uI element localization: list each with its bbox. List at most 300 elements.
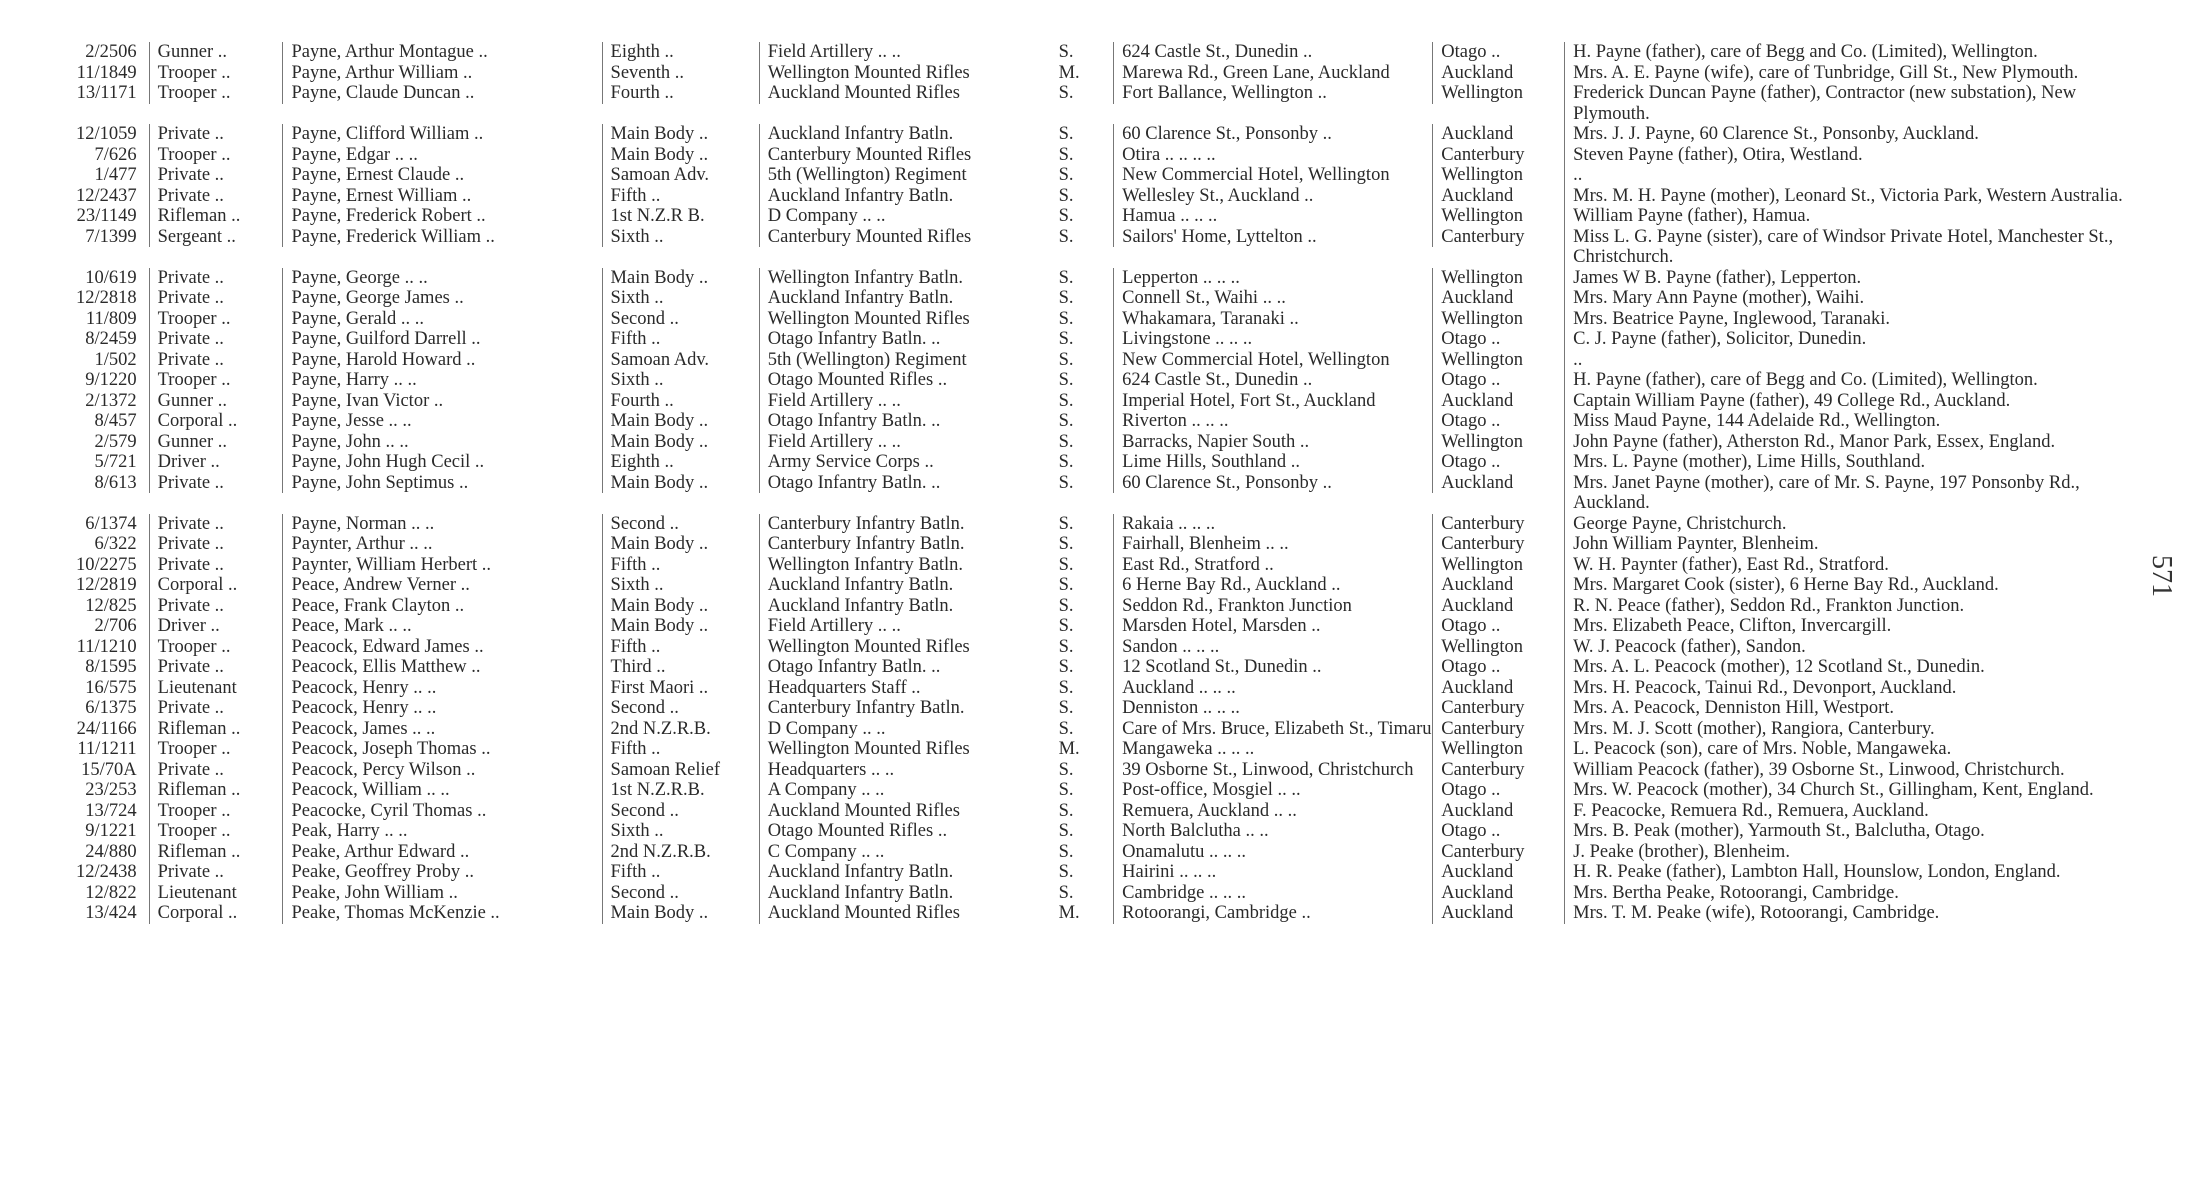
last-address: Imperial Hotel, Fort St., Auckland (1113, 391, 1432, 412)
last-address: Marsden Hotel, Marsden .. (1113, 616, 1432, 637)
unit: Otago Infantry Batln. .. (759, 411, 1051, 432)
marital-status: S. (1058, 780, 1074, 800)
rank: Trooper .. (149, 309, 283, 330)
unit: Auckland Infantry Batln. (759, 883, 1051, 904)
last-address: Cambridge .. .. .. (1113, 883, 1432, 904)
district: Wellington (1432, 432, 1564, 453)
table-row (44, 780, 2129, 801)
marital-status: S. (1058, 206, 1074, 226)
regimental-number: 12/2819 (76, 575, 137, 595)
soldier-name: Peacock, James .. .. (282, 719, 601, 740)
marital-status: S. (1058, 83, 1074, 103)
rank: Rifleman .. (149, 842, 283, 863)
last-address: Lepperton .. .. .. (1113, 268, 1432, 289)
soldier-name: Payne, Gerald .. .. (282, 309, 601, 330)
soldier-name: Payne, Ernest Claude .. (282, 165, 601, 186)
regimental-number: 15/70A (81, 759, 137, 780)
unit: C Company .. .. (759, 842, 1051, 863)
district: Canterbury (1432, 760, 1564, 781)
last-address: Connell St., Waihi .. .. (1113, 288, 1432, 309)
last-address: 624 Castle St., Dunedin .. (1113, 42, 1432, 63)
next-of-kin: Miss L. G. Payne (sister), care of Windsor Private Hotel, Manchester St., Christchurch. (1564, 227, 2129, 268)
draft: Main Body .. (602, 616, 759, 637)
district: Otago .. (1432, 452, 1564, 473)
table-row (44, 42, 2129, 63)
last-address: 624 Castle St., Dunedin .. (1113, 370, 1432, 391)
draft: Eighth .. (602, 42, 759, 63)
district: Auckland (1432, 391, 1564, 412)
rank: Driver .. (149, 616, 283, 637)
regimental-number: 24/880 (85, 841, 137, 862)
last-address: North Balclutha .. .. (1113, 821, 1432, 842)
rank: Trooper .. (149, 145, 283, 166)
draft: Fifth .. (602, 329, 759, 350)
draft: Main Body .. (602, 596, 759, 617)
rank: Private .. (149, 760, 283, 781)
regimental-number: 8/1595 (85, 657, 137, 677)
draft: Fourth .. (602, 391, 759, 412)
next-of-kin: W. J. Peacock (father), Sandon. (1564, 637, 2129, 658)
district: Otago .. (1432, 329, 1564, 350)
draft: Sixth .. (602, 821, 759, 842)
district: Otago .. (1432, 411, 1564, 432)
marital-status: S. (1058, 267, 1074, 288)
district: Wellington (1432, 83, 1564, 104)
regimental-number: 11/1211 (77, 739, 137, 759)
unit: Otago Infantry Batln. .. (759, 473, 1051, 494)
regimental-number: 13/724 (85, 800, 137, 821)
table-row (44, 432, 2129, 453)
table-row (44, 145, 2129, 166)
regimental-number: 2/2506 (85, 42, 137, 62)
draft: Second .. (602, 883, 759, 904)
soldier-name: Payne, Norman .. .. (282, 514, 601, 535)
draft: Main Body .. (602, 903, 759, 924)
soldier-name: Peacock, Joseph Thomas .. (282, 739, 601, 760)
rank: Private .. (149, 124, 283, 145)
district: Wellington (1432, 268, 1564, 289)
next-of-kin: Mrs. Beatrice Payne, Inglewood, Taranaki. (1564, 309, 2129, 330)
rank: Corporal .. (149, 411, 283, 432)
district: Canterbury (1432, 227, 1564, 248)
draft: Fifth .. (602, 555, 759, 576)
next-of-kin: .. (1564, 350, 2129, 371)
soldier-name: Payne, Guilford Darrell .. (282, 329, 601, 350)
last-address: Denniston .. .. .. (1113, 698, 1432, 719)
table-row (44, 678, 2129, 699)
marital-status: S. (1058, 349, 1074, 370)
draft: Main Body .. (602, 432, 759, 453)
marital-status: S. (1058, 616, 1074, 636)
district: Auckland (1432, 288, 1564, 309)
next-of-kin: James W B. Payne (father), Lepperton. (1564, 268, 2129, 289)
draft: Seventh .. (602, 63, 759, 84)
soldier-name: Peacock, Henry .. .. (282, 678, 601, 699)
draft: Samoan Adv. (602, 350, 759, 371)
marital-status: S. (1058, 800, 1074, 821)
rank: Corporal .. (149, 575, 283, 596)
regimental-number: 5/721 (94, 452, 137, 472)
draft: Second .. (602, 514, 759, 535)
table-row (44, 637, 2129, 658)
district: Auckland (1432, 596, 1564, 617)
soldier-name: Peake, Thomas McKenzie .. (282, 903, 601, 924)
district: Wellington (1432, 206, 1564, 227)
unit: Wellington Infantry Batln. (759, 268, 1051, 289)
district: Otago .. (1432, 780, 1564, 801)
unit: Field Artillery .. .. (759, 616, 1051, 637)
draft: Main Body .. (602, 124, 759, 145)
next-of-kin: Mrs. A. E. Payne (wife), care of Tunbridge, Gill St., New Plymouth. (1564, 63, 2129, 84)
last-address: Fort Ballance, Wellington .. (1113, 83, 1432, 104)
marital-status: M. (1058, 903, 1080, 923)
draft: Fifth .. (602, 739, 759, 760)
regimental-number: 6/1375 (85, 698, 137, 718)
rank: Private .. (149, 555, 283, 576)
last-address: Barracks, Napier South .. (1113, 432, 1432, 453)
regimental-number: 10/2275 (76, 554, 137, 575)
rank: Private .. (149, 862, 283, 883)
marital-status: S. (1058, 677, 1074, 698)
last-address: Riverton .. .. .. (1113, 411, 1432, 432)
rank: Sergeant .. (149, 227, 283, 248)
draft: Main Body .. (602, 473, 759, 494)
rank: Corporal .. (149, 903, 283, 924)
soldier-name: Payne, John Septimus .. (282, 473, 601, 494)
marital-status: S. (1058, 472, 1074, 493)
rank: Gunner .. (149, 42, 283, 63)
last-address: New Commercial Hotel, Wellington (1113, 165, 1432, 186)
table-row (44, 801, 2129, 822)
table-row (44, 473, 2129, 514)
unit: Canterbury Infantry Batln. (759, 534, 1051, 555)
unit: Auckland Infantry Batln. (759, 186, 1051, 207)
regimental-number: 23/1149 (76, 206, 137, 226)
table-row (44, 903, 2129, 924)
soldier-name: Peak, Harry .. .. (282, 821, 601, 842)
soldier-name: Payne, George .. .. (282, 268, 601, 289)
marital-status: S. (1058, 185, 1074, 206)
draft: Main Body .. (602, 268, 759, 289)
unit: Field Artillery .. .. (759, 391, 1051, 412)
last-address: 60 Clarence St., Ponsonby .. (1113, 124, 1432, 145)
unit: Wellington Infantry Batln. (759, 555, 1051, 576)
table-row (44, 575, 2129, 596)
next-of-kin: Mrs. Mary Ann Payne (mother), Waihi. (1564, 288, 2129, 309)
district: Auckland (1432, 186, 1564, 207)
marital-status: S. (1058, 42, 1074, 62)
rank: Trooper .. (149, 370, 283, 391)
district: Otago .. (1432, 821, 1564, 842)
regimental-number: 12/825 (85, 595, 137, 616)
last-address: Livingstone .. .. .. (1113, 329, 1432, 350)
next-of-kin: Mrs. J. J. Payne, 60 Clarence St., Ponsonby, Auckland. (1564, 124, 2129, 145)
rank: Lieutenant (149, 678, 283, 699)
unit: D Company .. .. (759, 719, 1051, 740)
regimental-number: 1/477 (94, 165, 137, 185)
table-row (44, 83, 2129, 124)
district: Canterbury (1432, 145, 1564, 166)
regimental-number: 6/322 (94, 534, 137, 554)
soldier-name: Peacock, William .. .. (282, 780, 601, 801)
next-of-kin: L. Peacock (son), care of Mrs. Noble, Mangaweka. (1564, 739, 2129, 760)
last-address: Marewa Rd., Green Lane, Auckland (1113, 63, 1432, 84)
next-of-kin: Mrs. M. J. Scott (mother), Rangiora, Canterbury. (1564, 719, 2129, 740)
next-of-kin: George Payne, Christchurch. (1564, 514, 2129, 535)
unit: Canterbury Infantry Batln. (759, 514, 1051, 535)
last-address: East Rd., Stratford .. (1113, 555, 1432, 576)
next-of-kin: William Payne (father), Hamua. (1564, 206, 2129, 227)
soldier-name: Peacock, Ellis Matthew .. (282, 657, 601, 678)
soldier-name: Payne, Jesse .. .. (282, 411, 601, 432)
table-row (44, 452, 2129, 473)
last-address: 12 Scotland St., Dunedin .. (1113, 657, 1432, 678)
draft: 2nd N.Z.R.B. (602, 842, 759, 863)
district: Auckland (1432, 575, 1564, 596)
next-of-kin: John William Paynter, Blenheim. (1564, 534, 2129, 555)
table-row (44, 719, 2129, 740)
next-of-kin: C. J. Payne (father), Solicitor, Dunedin. (1564, 329, 2129, 350)
marital-status: S. (1058, 636, 1074, 657)
next-of-kin: H. R. Peake (father), Lambton Hall, Hounslow, London, England. (1564, 862, 2129, 883)
soldier-name: Peake, Arthur Edward .. (282, 842, 601, 863)
soldier-name: Peace, Mark .. .. (282, 616, 601, 637)
district: Wellington (1432, 555, 1564, 576)
next-of-kin: Mrs. T. M. Peake (wife), Rotoorangi, Cambridge. (1564, 903, 2129, 924)
rank: Rifleman .. (149, 780, 283, 801)
unit: Wellington Mounted Rifles (759, 309, 1051, 330)
marital-status: S. (1058, 329, 1074, 349)
regimental-number: 12/2818 (76, 288, 137, 308)
next-of-kin: J. Peake (brother), Blenheim. (1564, 842, 2129, 863)
next-of-kin: Frederick Duncan Payne (father), Contractor (new substation), New Plymouth. (1564, 83, 2129, 124)
soldier-name: Payne, Harold Howard .. (282, 350, 601, 371)
rank: Rifleman .. (149, 719, 283, 740)
last-address: 6 Herne Bay Rd., Auckland .. (1113, 575, 1432, 596)
table-row (44, 821, 2129, 842)
next-of-kin: Mrs. H. Peacock, Tainui Rd., Devonport, Auckland. (1564, 678, 2129, 699)
soldier-name: Peacock, Edward James .. (282, 637, 601, 658)
table-row (44, 862, 2129, 883)
soldier-name: Payne, Arthur Montague .. (282, 42, 601, 63)
regimental-number: 7/626 (94, 144, 137, 165)
table-row (44, 657, 2129, 678)
table-row (44, 227, 2129, 268)
marital-status: S. (1058, 657, 1074, 677)
table-row (44, 268, 2129, 289)
rank: Trooper .. (149, 637, 283, 658)
rank: Private .. (149, 514, 283, 535)
district: Canterbury (1432, 534, 1564, 555)
rank: Private .. (149, 596, 283, 617)
soldier-name: Payne, John Hugh Cecil .. (282, 452, 601, 473)
table-row (44, 534, 2129, 555)
district: Auckland (1432, 862, 1564, 883)
table-row (44, 883, 2129, 904)
regimental-number: 7/1399 (85, 226, 137, 247)
soldier-name: Peace, Frank Clayton .. (282, 596, 601, 617)
marital-status: S. (1058, 554, 1074, 575)
draft: 1st N.Z.R B. (602, 206, 759, 227)
marital-status: S. (1058, 411, 1074, 431)
table-row (44, 63, 2129, 84)
table-row (44, 206, 2129, 227)
soldier-name: Paynter, William Herbert .. (282, 555, 601, 576)
regimental-number: 8/457 (94, 411, 137, 431)
soldier-name: Payne, Ernest William .. (282, 186, 601, 207)
district: Wellington (1432, 350, 1564, 371)
draft: 2nd N.Z.R.B. (602, 719, 759, 740)
district: Canterbury (1432, 514, 1564, 535)
unit: Field Artillery .. .. (759, 432, 1051, 453)
last-address: Fairhall, Blenheim .. .. (1113, 534, 1432, 555)
regimental-number: 13/424 (85, 903, 137, 923)
next-of-kin: W. H. Paynter (father), East Rd., Stratford. (1564, 555, 2129, 576)
draft: Main Body .. (602, 411, 759, 432)
marital-status: S. (1058, 370, 1074, 390)
district: Auckland (1432, 801, 1564, 822)
table-row (44, 698, 2129, 719)
unit: Otago Mounted Rifles .. (759, 370, 1051, 391)
unit: Otago Mounted Rifles .. (759, 821, 1051, 842)
regimental-number: 8/613 (94, 472, 137, 493)
marital-status: S. (1058, 452, 1074, 472)
last-address: 60 Clarence St., Ponsonby .. (1113, 473, 1432, 494)
unit: D Company .. .. (759, 206, 1051, 227)
unit: Canterbury Infantry Batln. (759, 698, 1051, 719)
soldier-name: Peacocke, Cyril Thomas .. (282, 801, 601, 822)
next-of-kin: Mrs. A. L. Peacock (mother), 12 Scotland St., Dunedin. (1564, 657, 2129, 678)
next-of-kin: Steven Payne (father), Otira, Westland. (1564, 145, 2129, 166)
next-of-kin: Mrs. B. Peak (mother), Yarmouth St., Balclutha, Otago. (1564, 821, 2129, 842)
next-of-kin: Mrs. Janet Payne (mother), care of Mr. S. Payne, 197 Ponsonby Rd., Auckland. (1564, 473, 2129, 514)
district: Auckland (1432, 473, 1564, 494)
soldier-name: Payne, Frederick Robert .. (282, 206, 601, 227)
soldier-name: Payne, Clifford William .. (282, 124, 601, 145)
marital-status: S. (1058, 862, 1074, 882)
table-row (44, 739, 2129, 760)
unit: Auckland Mounted Rifles (759, 801, 1051, 822)
regimental-number: 12/1059 (76, 124, 137, 144)
rank: Private .. (149, 473, 283, 494)
table-row (44, 596, 2129, 617)
next-of-kin: Mrs. W. Peacock (mother), 34 Church St., Gillingham, Kent, England. (1564, 780, 2129, 801)
unit: Army Service Corps .. (759, 452, 1051, 473)
table-row (44, 370, 2129, 391)
marital-status: S. (1058, 390, 1074, 411)
last-address: Whakamara, Taranaki .. (1113, 309, 1432, 330)
rank: Trooper .. (149, 801, 283, 822)
draft: Main Body .. (602, 145, 759, 166)
marital-status: S. (1058, 595, 1074, 616)
district: Wellington (1432, 637, 1564, 658)
rank: Gunner .. (149, 391, 283, 412)
last-address: Remuera, Auckland .. .. (1113, 801, 1432, 822)
last-address: Seddon Rd., Frankton Junction (1113, 596, 1432, 617)
marital-status: S. (1058, 226, 1074, 247)
rank: Trooper .. (149, 83, 283, 104)
draft: Eighth .. (602, 452, 759, 473)
rank: Private .. (149, 186, 283, 207)
soldier-name: Paynter, Arthur .. .. (282, 534, 601, 555)
unit: Auckland Infantry Batln. (759, 862, 1051, 883)
next-of-kin: Mrs. Elizabeth Peace, Clifton, Invercargill. (1564, 616, 2129, 637)
draft: Samoan Relief (602, 760, 759, 781)
rank: Trooper .. (149, 821, 283, 842)
soldier-name: Peake, Geoffrey Proby .. (282, 862, 601, 883)
draft: Third .. (602, 657, 759, 678)
soldier-name: Peacock, Henry .. .. (282, 698, 601, 719)
rank: Driver .. (149, 452, 283, 473)
regimental-number: 13/1171 (76, 83, 137, 103)
last-address: Sandon .. .. .. (1113, 637, 1432, 658)
regimental-number: 24/1166 (76, 718, 137, 739)
district: Canterbury (1432, 842, 1564, 863)
draft: Fourth .. (602, 83, 759, 104)
marital-status: S. (1058, 718, 1074, 739)
unit: Otago Infantry Batln. .. (759, 329, 1051, 350)
last-address: Lime Hills, Southland .. (1113, 452, 1432, 473)
draft: Fifth .. (602, 862, 759, 883)
draft: Fifth .. (602, 186, 759, 207)
next-of-kin: H. Payne (father), care of Begg and Co. (Limited), Wellington. (1564, 370, 2129, 391)
regimental-number: 1/502 (94, 349, 137, 370)
marital-status: S. (1058, 124, 1074, 144)
table-row (44, 411, 2129, 432)
district: Wellington (1432, 165, 1564, 186)
unit: Auckland Infantry Batln. (759, 124, 1051, 145)
marital-status: S. (1058, 821, 1074, 841)
rank: Rifleman .. (149, 206, 283, 227)
unit: A Company .. .. (759, 780, 1051, 801)
table-row (44, 616, 2129, 637)
soldier-name: Peace, Andrew Verner .. (282, 575, 601, 596)
rank: Private .. (149, 350, 283, 371)
regimental-number: 9/1220 (85, 370, 137, 390)
rank: Private .. (149, 534, 283, 555)
soldier-name: Payne, Ivan Victor .. (282, 391, 601, 412)
marital-status: S. (1058, 431, 1074, 452)
marital-status: S. (1058, 882, 1074, 903)
table-row (44, 555, 2129, 576)
table-row (44, 350, 2129, 371)
rank: Private .. (149, 288, 283, 309)
rank: Lieutenant (149, 883, 283, 904)
unit: Auckland Infantry Batln. (759, 575, 1051, 596)
unit: Auckland Mounted Rifles (759, 83, 1051, 104)
unit: 5th (Wellington) Regiment (759, 350, 1051, 371)
regimental-number: 2/706 (94, 616, 137, 636)
rank: Private .. (149, 268, 283, 289)
unit: Auckland Infantry Batln. (759, 596, 1051, 617)
draft: Second .. (602, 309, 759, 330)
unit: Canterbury Mounted Rifles (759, 145, 1051, 166)
soldier-name: Payne, George James .. (282, 288, 601, 309)
unit: 5th (Wellington) Regiment (759, 165, 1051, 186)
next-of-kin: F. Peacocke, Remuera Rd., Remuera, Auckland. (1564, 801, 2129, 822)
regimental-number: 12/822 (85, 882, 137, 903)
unit: Headquarters Staff .. (759, 678, 1051, 699)
table-row (44, 391, 2129, 412)
draft: Sixth .. (602, 575, 759, 596)
marital-status: S. (1058, 165, 1074, 185)
district: Auckland (1432, 883, 1564, 904)
last-address: Hairini .. .. .. (1113, 862, 1432, 883)
soldier-name: Peake, John William .. (282, 883, 601, 904)
unit: Canterbury Mounted Rifles (759, 227, 1051, 248)
marital-status: S. (1058, 759, 1074, 780)
last-address: Auckland .. .. .. (1113, 678, 1432, 699)
